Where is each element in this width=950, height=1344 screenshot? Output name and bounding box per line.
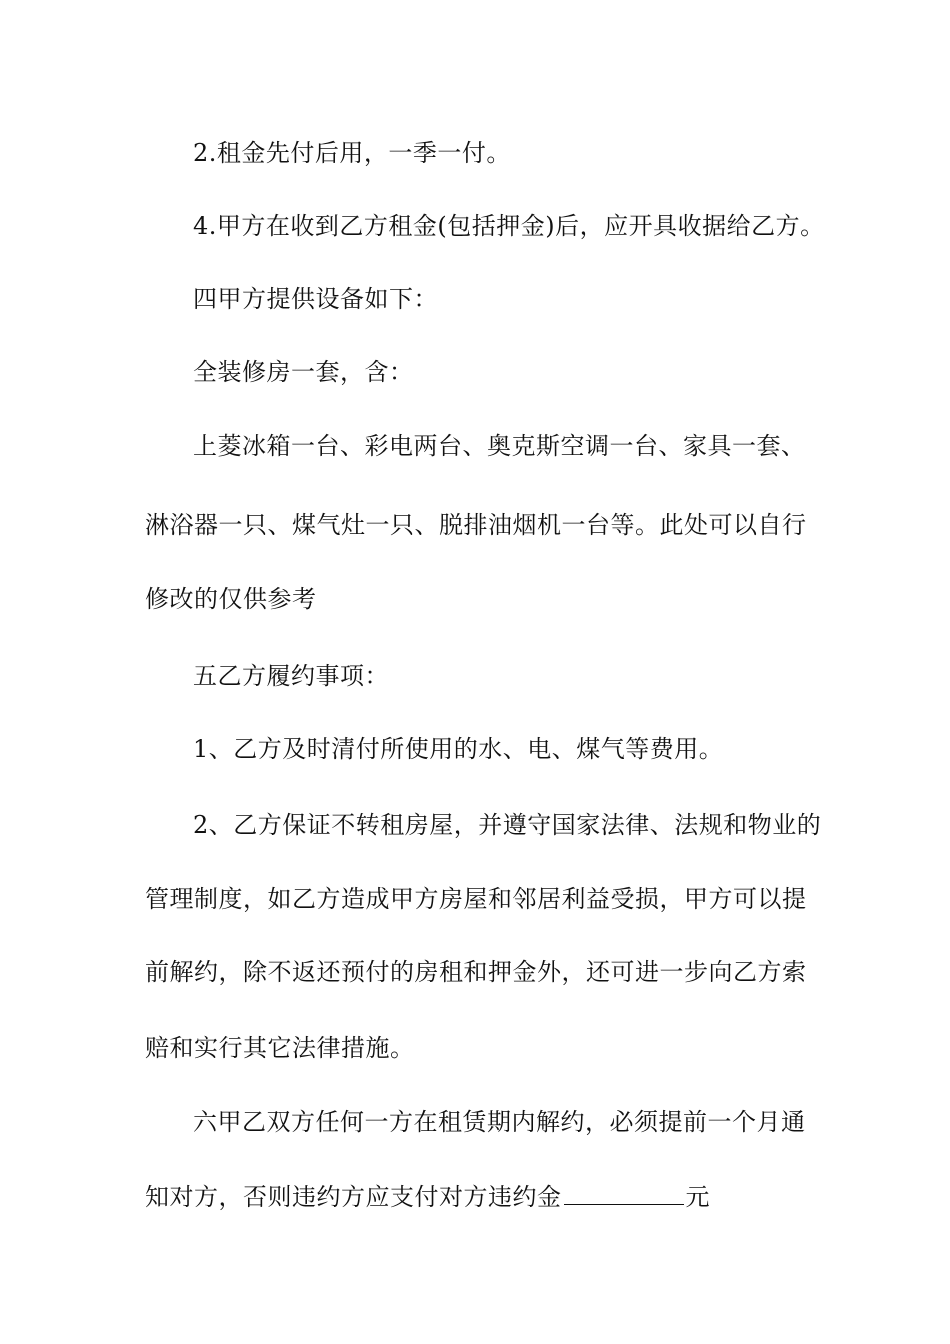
text-line: 赔和实行其它法律措施。 xyxy=(145,1034,415,1062)
text-line: 4.甲方在收到乙方租金(包括押金)后，应开具收据给乙方。 xyxy=(193,212,825,240)
text-line-last xyxy=(145,1182,815,1212)
text-line: 上菱冰箱一台、彩电两台、奥克斯空调一台、家具一套、 xyxy=(193,432,806,460)
text-line: 修改的仅供参考 xyxy=(145,585,317,613)
text-line-main: 知对方，否则违约方应支付对方违约金 xyxy=(145,1183,562,1211)
text-line: 前解约，除不返还预付的房租和押金外，还可进一步向乙方索 xyxy=(145,958,807,986)
text-line: 四甲方提供设备如下： xyxy=(193,285,438,313)
text-line: 2、乙方保证不转租房屋，并遵守国家法律、法规和物业的 xyxy=(193,811,822,839)
penalty-amount-blank xyxy=(564,1184,684,1205)
text-line: 全装修房一套，含： xyxy=(193,358,414,386)
text-line: 管理制度，如乙方造成甲方房屋和邻居利益受损，甲方可以提 xyxy=(145,885,807,913)
text-line: 2.租金先付后用，一季一付。 xyxy=(193,139,511,167)
text-line: 五乙方履约事项： xyxy=(193,662,389,690)
currency-unit: 元 xyxy=(685,1183,710,1211)
text-line: 六甲乙双方任何一方在租赁期内解约，必须提前一个月通 xyxy=(193,1108,806,1136)
text-line: 1、乙方及时清付所使用的水、电、煤气等费用。 xyxy=(193,735,724,763)
text-line: 淋浴器一只、煤气灶一只、脱排油烟机一台等。此处可以自行 xyxy=(145,511,807,539)
